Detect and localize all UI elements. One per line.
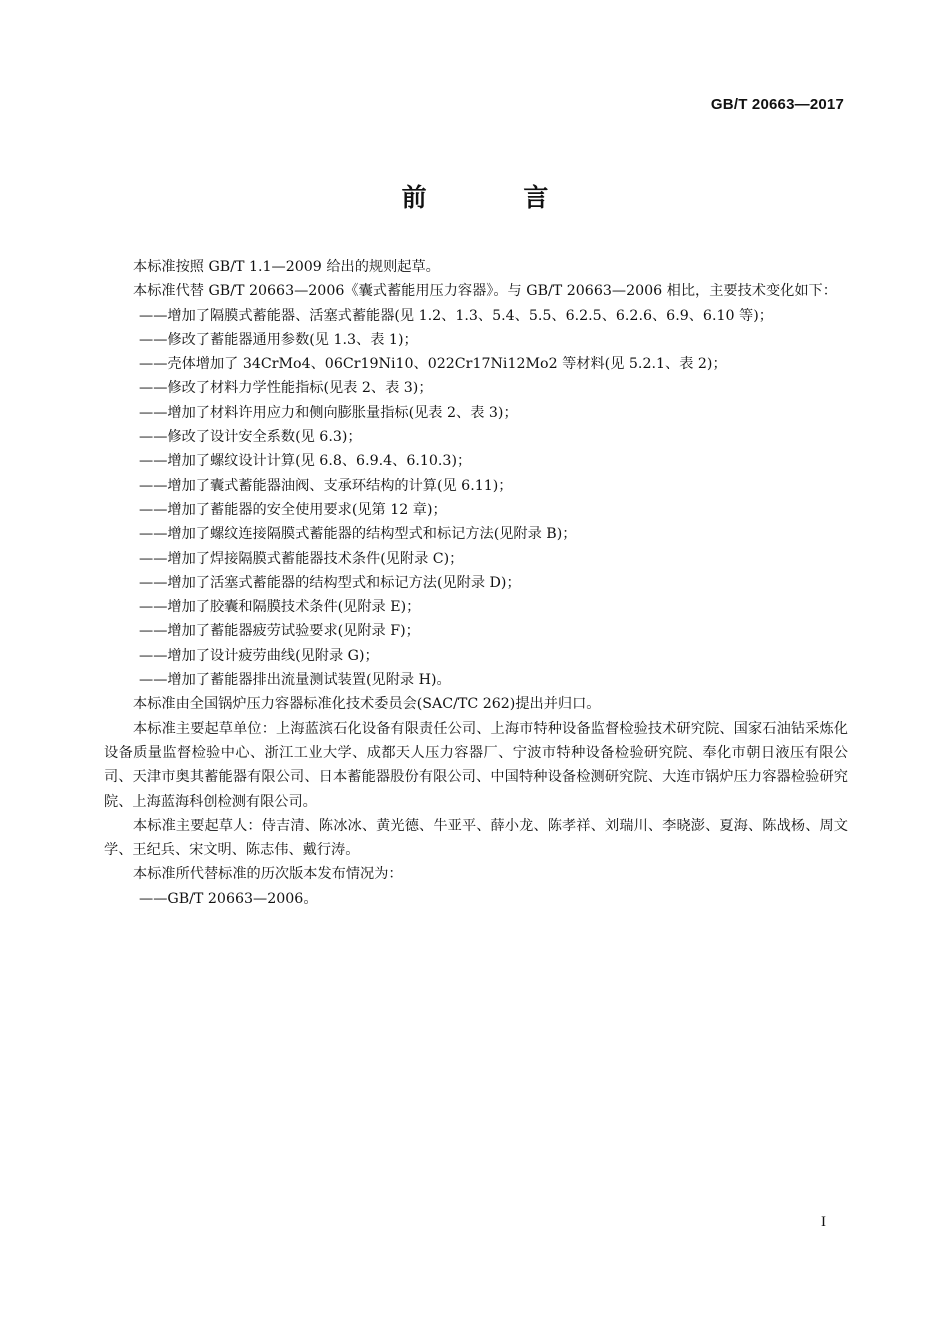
page-title: 前 言: [401, 183, 593, 212]
list-item: ——增加了蓄能器的安全使用要求(见第 12 章)；: [139, 501, 447, 518]
standard-code: GB/T 20663—2017: [710, 96, 844, 113]
list-item: ——增加了焊接隔膜式蓄能器技术条件(见附录 C)；: [139, 550, 464, 567]
list-item: ——增加了螺纹设计计算(见 6.8、6.9.4、6.10.3)；: [139, 453, 472, 470]
list-item: ——增加了活塞式蓄能器的结构型式和标记方法(见附录 D)；: [139, 574, 521, 591]
page-number: I: [821, 1214, 826, 1230]
paragraph-history-intro: 本标准所代替标准的历次版本发布情况为：: [133, 866, 403, 883]
document-body: [104, 255, 848, 911]
list-item: ——修改了设计安全系数(见 6.3)；: [139, 429, 362, 446]
list-item: ——增加了隔膜式蓄能器、活塞式蓄能器(见 1.2、1.3、5.4、5.5、6.2.5、6.2.6、6.9、6.10 等)；: [139, 307, 773, 324]
paragraph-drafting-rules: 本标准按照 GB/T 1.1—2009 给出的规则起草。: [133, 259, 440, 275]
list-item: ——壳体增加了 34CrMo4、06Cr19Ni10、022Cr17Ni12Mo2 等材料(见 5.2.1、表 2)；: [139, 356, 727, 373]
paragraph-replacement: 本标准代替 GB/T 20663—2006《囊式蓄能用压力容器》。与 GB/T 20663—2006 相比，主要技术变化如下：: [133, 283, 837, 300]
paragraph-drafting-units: 本标准主要起草单位：上海蓝滨石化设备有限责任公司、上海市特种设备监督检验技术研究院、国家石油钻采炼化设备质量监督检验中心、浙江工业大学、成都天人压力容器厂、宁波市特种设备检验研究院、奉化市朝日液压有限公司、天津市奥其蓄能器有限公司、日本蓄能器股份有限公司、中国特种设备检测研究院、大连市锅炉压力容器检验研究院、上海蓝海科创检测有限公司。: [104, 720, 848, 810]
list-item: ——增加了设计疲劳曲线(见附录 G)；: [139, 647, 379, 664]
list-item: ——增加了蓄能器疲劳试验要求(见附录 F)；: [139, 623, 420, 640]
list-item: ——增加了螺纹连接隔膜式蓄能器的结构型式和标记方法(见附录 B)；: [139, 526, 577, 543]
list-item: ——修改了材料力学性能指标(见表 2、表 3)；: [139, 380, 433, 397]
list-item: ——增加了蓄能器排出流量测试装置(见附录 H)。: [139, 672, 451, 689]
paragraph-drafters: 本标准主要起草人：侍吉清、陈冰冰、黄光德、牛亚平、薛小龙、陈孝祥、刘瑞川、李晓澎、夏海、陈战杨、周文学、王纪兵、宋文明、陈志伟、戴行涛。: [104, 817, 848, 859]
list-item: ——增加了胶囊和隔膜技术条件(见附录 E)；: [139, 599, 421, 616]
list-item: ——增加了材料许用应力和侧向膨胀量指标(见表 2、表 3)；: [139, 404, 518, 421]
paragraph-committee: 本标准由全国锅炉压力容器标准化技术委员会(SAC/TC 262)提出并归口。: [133, 696, 601, 713]
list-item: ——增加了囊式蓄能器油阀、支承环结构的计算(见 6.11)；: [139, 477, 513, 494]
list-item: ——修改了蓄能器通用参数(见 1.3、表 1)；: [139, 331, 418, 348]
list-item-history: ——GB/T 20663—2006。: [139, 890, 318, 907]
